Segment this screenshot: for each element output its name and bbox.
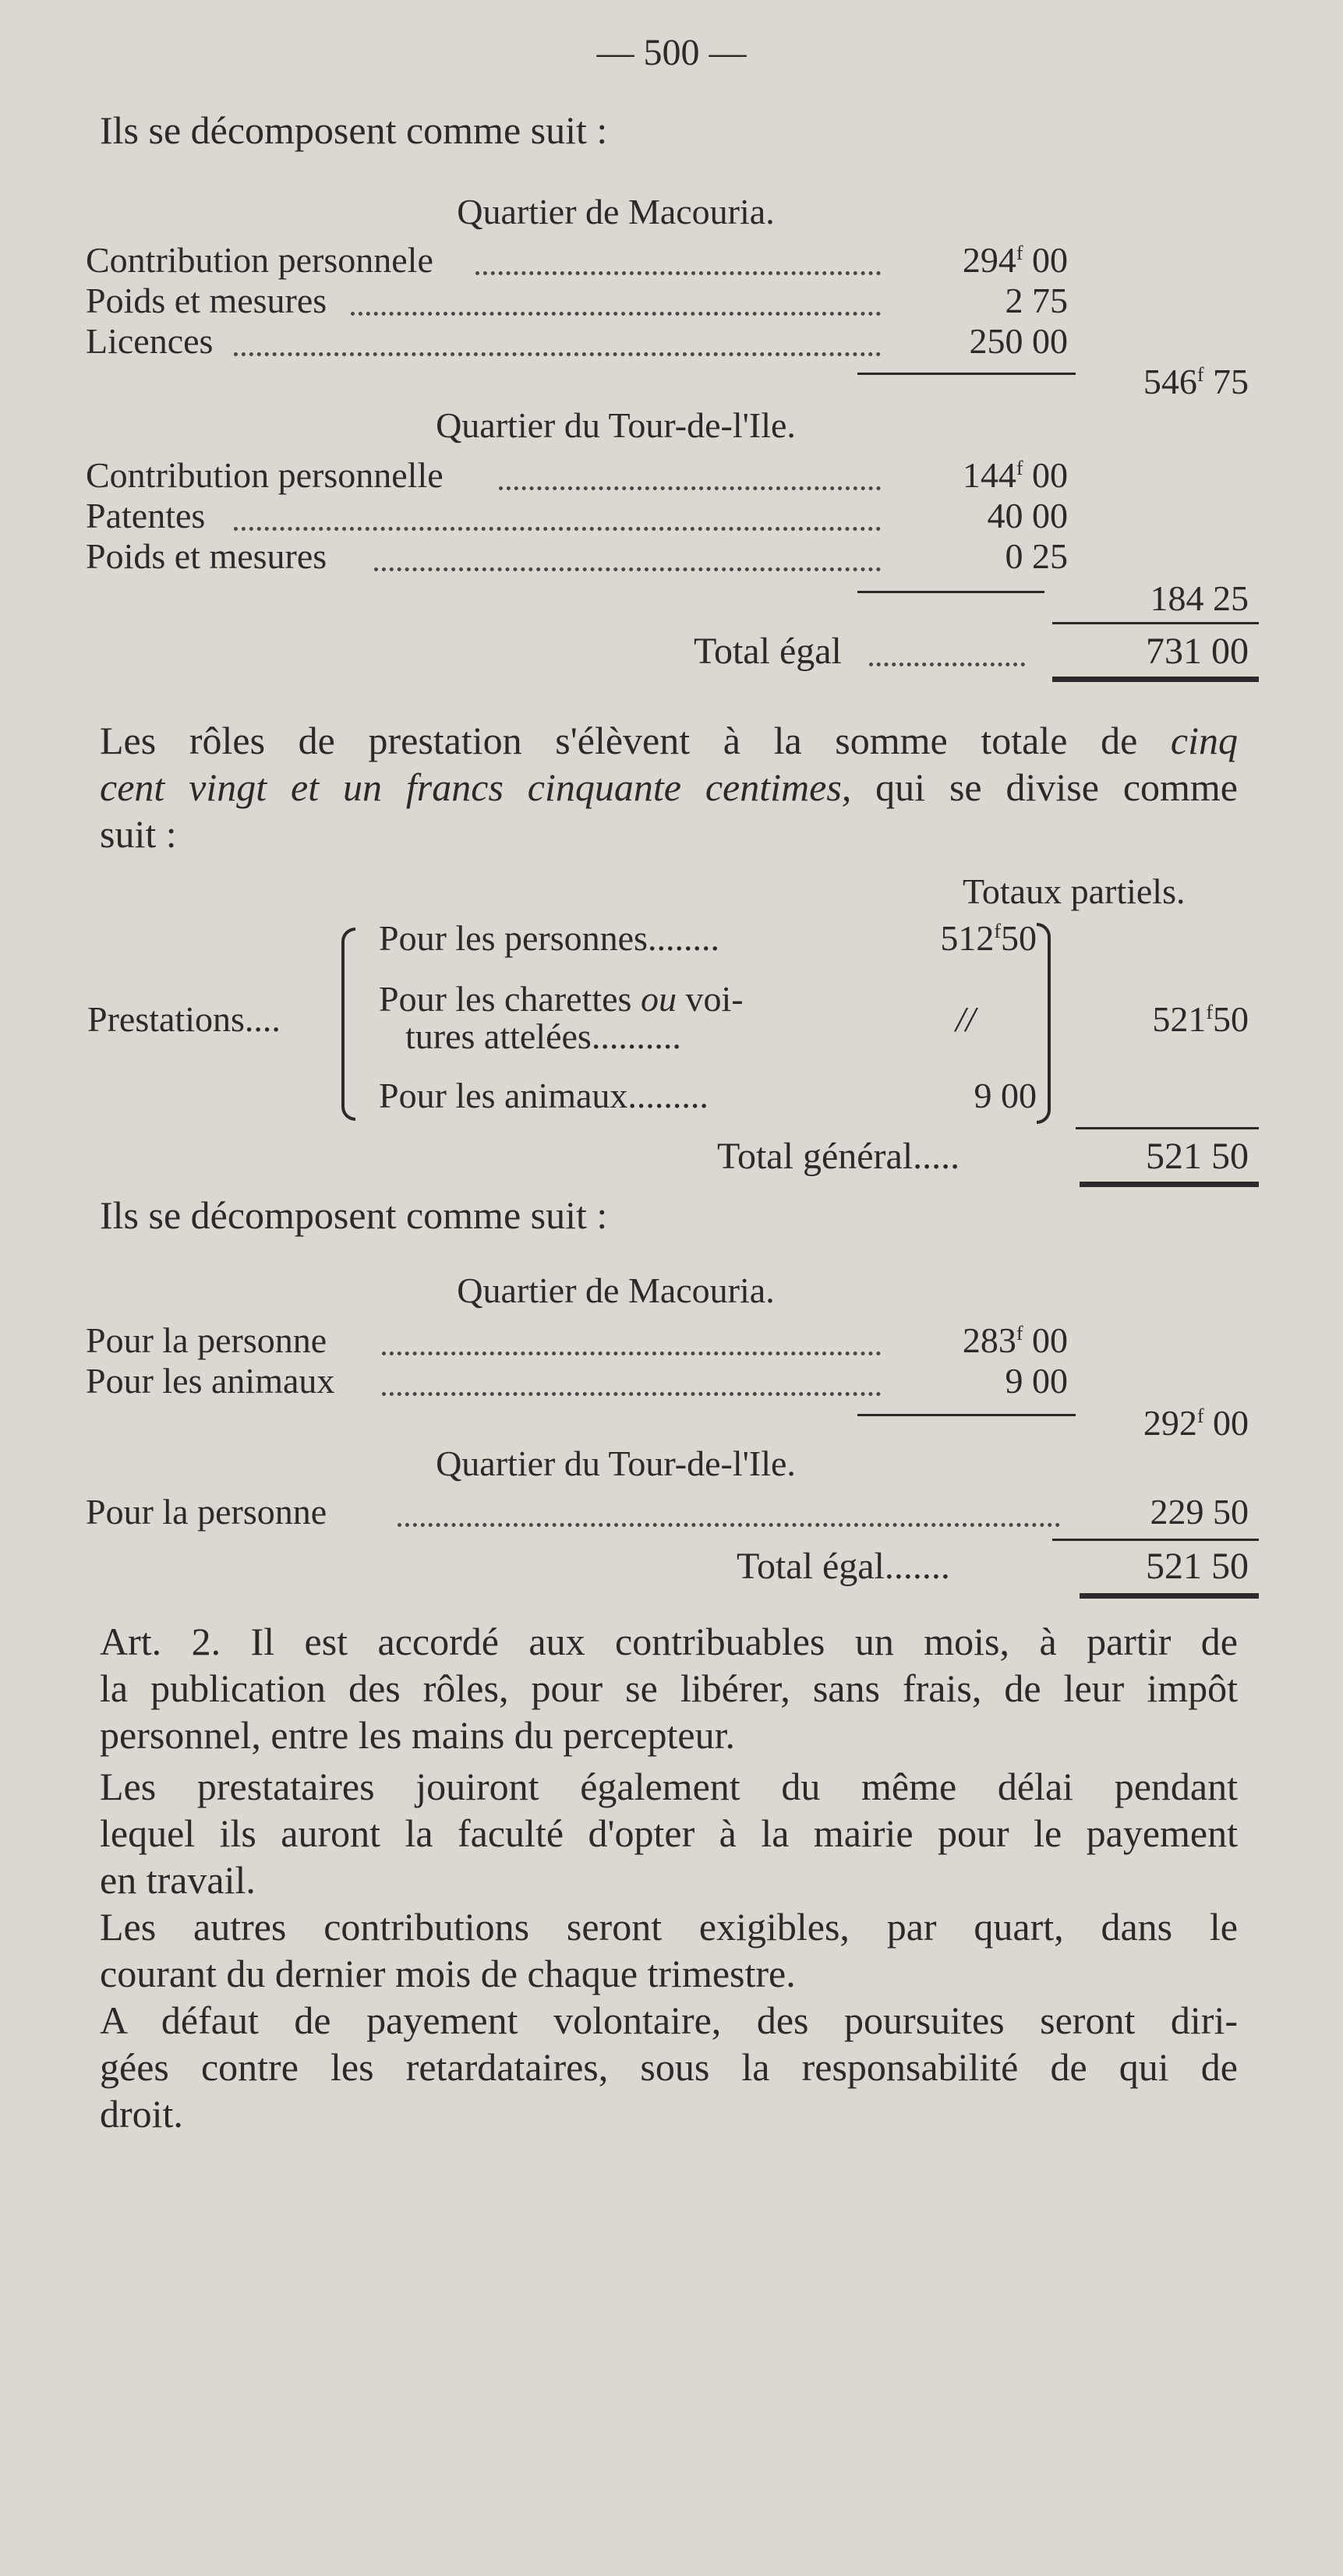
paragraph-line: la publication des rôles, pour se libérer, sans frais, de leur impôt xyxy=(100,1666,1238,1710)
article-2-paragraph-3 xyxy=(100,1903,1238,1997)
group-label: Prestations.... xyxy=(87,999,281,1039)
right-brace xyxy=(1037,923,1051,1124)
paragraph-line: courant du dernier mois de chaque trimestre. xyxy=(100,1952,796,1995)
leader-dots xyxy=(234,527,881,531)
subtotal-value: 184 25 xyxy=(1150,578,1249,618)
article-2-paragraph-1 xyxy=(100,1618,1238,1758)
row-value: 9 00 xyxy=(974,1076,1037,1115)
row-label: Poids et mesures xyxy=(86,281,327,320)
total-label: Total égal xyxy=(694,631,842,672)
total-label: Total égal....... xyxy=(737,1546,950,1587)
total-rule xyxy=(1052,1539,1259,1541)
subtotal-rule xyxy=(857,373,1076,375)
leader-dots xyxy=(234,352,881,356)
article-2-paragraph-4 xyxy=(100,1997,1238,2137)
row-label: Contribution personnele xyxy=(86,240,433,280)
paragraph-line: Les prestataires jouiront également du même délai pendant xyxy=(100,1765,1238,1808)
total-double-rule xyxy=(1080,1593,1259,1599)
article-2-paragraph-2 xyxy=(100,1763,1238,1903)
total-rule xyxy=(1076,1127,1259,1129)
row-label: Pour les animaux xyxy=(86,1361,335,1401)
row-label: Pour la personne xyxy=(86,1320,327,1360)
total-label: Total général..... xyxy=(717,1136,960,1177)
paragraph-line: droit. xyxy=(100,2092,183,2136)
leader-dots xyxy=(869,663,1025,666)
section-title-macouria: Quartier de Macouria. xyxy=(457,1270,775,1310)
row-value-blank: // xyxy=(956,999,976,1039)
paragraph-line: suit : xyxy=(100,812,177,856)
partials-header: Totaux partiels. xyxy=(963,871,1186,911)
leader-dots xyxy=(398,1523,1060,1527)
row-label-continued: tures attelées.......... xyxy=(405,1016,681,1056)
partial-total: 521$^f$50 xyxy=(1152,999,1249,1039)
leader-dots xyxy=(475,271,881,275)
leader-dots xyxy=(499,486,881,490)
section-title-tour-de-l-ile: Quartier du Tour-de-l'Ile. xyxy=(436,1443,796,1483)
paragraph-line: Les autres contributions seront exigibles, par quart, dans le xyxy=(100,1905,1238,1949)
row-value: 9 00 xyxy=(1005,1361,1068,1401)
paragraph-line: Les rôles de prestation s'élèvent à la somme totale de cinq xyxy=(100,719,1238,762)
row-value: 294$^f$ 00 xyxy=(962,240,1068,280)
total-double-rule xyxy=(1080,1182,1259,1187)
subtotal-value: 292$^f$ 00 xyxy=(1143,1403,1249,1443)
paragraph-line: A défaut de payement volontaire, des poursuites seront diri- xyxy=(100,1998,1238,2042)
leader-dots xyxy=(382,1392,881,1396)
section-title-tour-de-l-ile: Quartier du Tour-de-l'Ile. xyxy=(436,405,796,445)
leader-dots xyxy=(374,567,881,571)
row-value: 144$^f$ 00 xyxy=(962,455,1068,495)
total-value: 731 00 xyxy=(1146,631,1249,672)
paragraph-line: lequel ils auront la faculté d'opter à la mairie pour le payement xyxy=(100,1811,1238,1855)
row-label: Patentes xyxy=(86,496,206,535)
total-value: 521 50 xyxy=(1146,1546,1249,1587)
subtotal-rule xyxy=(857,591,1044,593)
row-value: 229 50 xyxy=(1150,1492,1249,1532)
row-value: 250 00 xyxy=(969,321,1068,361)
row-label: Contribution personnelle xyxy=(86,455,444,495)
row-value: 283$^f$ 00 xyxy=(962,1320,1068,1360)
paragraph-line: cent vingt et un francs cinquante centimes, qui se divise comme xyxy=(100,765,1238,809)
paragraph-line: en travail. xyxy=(100,1858,256,1902)
row-value: 40 00 xyxy=(987,496,1068,535)
total-value: 521 50 xyxy=(1146,1136,1249,1177)
row-label: Pour les charettes ou voi- xyxy=(379,979,744,1019)
row-value: 0 25 xyxy=(1005,536,1068,576)
subtotal-rule xyxy=(857,1414,1076,1416)
row-label: Licences xyxy=(86,321,214,361)
left-brace xyxy=(341,928,355,1121)
leader-dots xyxy=(382,1352,881,1355)
subtotal-value: 546$^f$ 75 xyxy=(1143,362,1249,401)
row-label: Pour les personnes........ xyxy=(379,918,719,958)
paragraph-line: personnel, entre les mains du percepteur. xyxy=(100,1713,735,1757)
paragraph-line: Art. 2. Il est accordé aux contribuables un mois, à partir de xyxy=(100,1620,1238,1663)
intro-heading: Ils se décomposent comme suit : xyxy=(100,108,608,152)
row-label: Pour la personne xyxy=(86,1492,327,1532)
row-label: Poids et mesures xyxy=(86,536,327,576)
paragraph-line: gées contre les retardataires, sous la responsabilité de qui de xyxy=(100,2045,1238,2089)
leader-dots xyxy=(351,312,881,316)
section-title-macouria: Quartier de Macouria. xyxy=(457,192,775,231)
total-double-rule xyxy=(1052,677,1259,682)
total-rule xyxy=(1052,622,1259,624)
row-value: 2 75 xyxy=(1005,281,1068,320)
intro-heading: Ils se décomposent comme suit : xyxy=(100,1193,608,1237)
paragraph-prestation xyxy=(100,717,1238,857)
row-value: 512$^f$50 xyxy=(940,918,1037,958)
page-number: — 500 — xyxy=(596,32,747,73)
row-label: Pour les animaux......... xyxy=(379,1076,709,1115)
